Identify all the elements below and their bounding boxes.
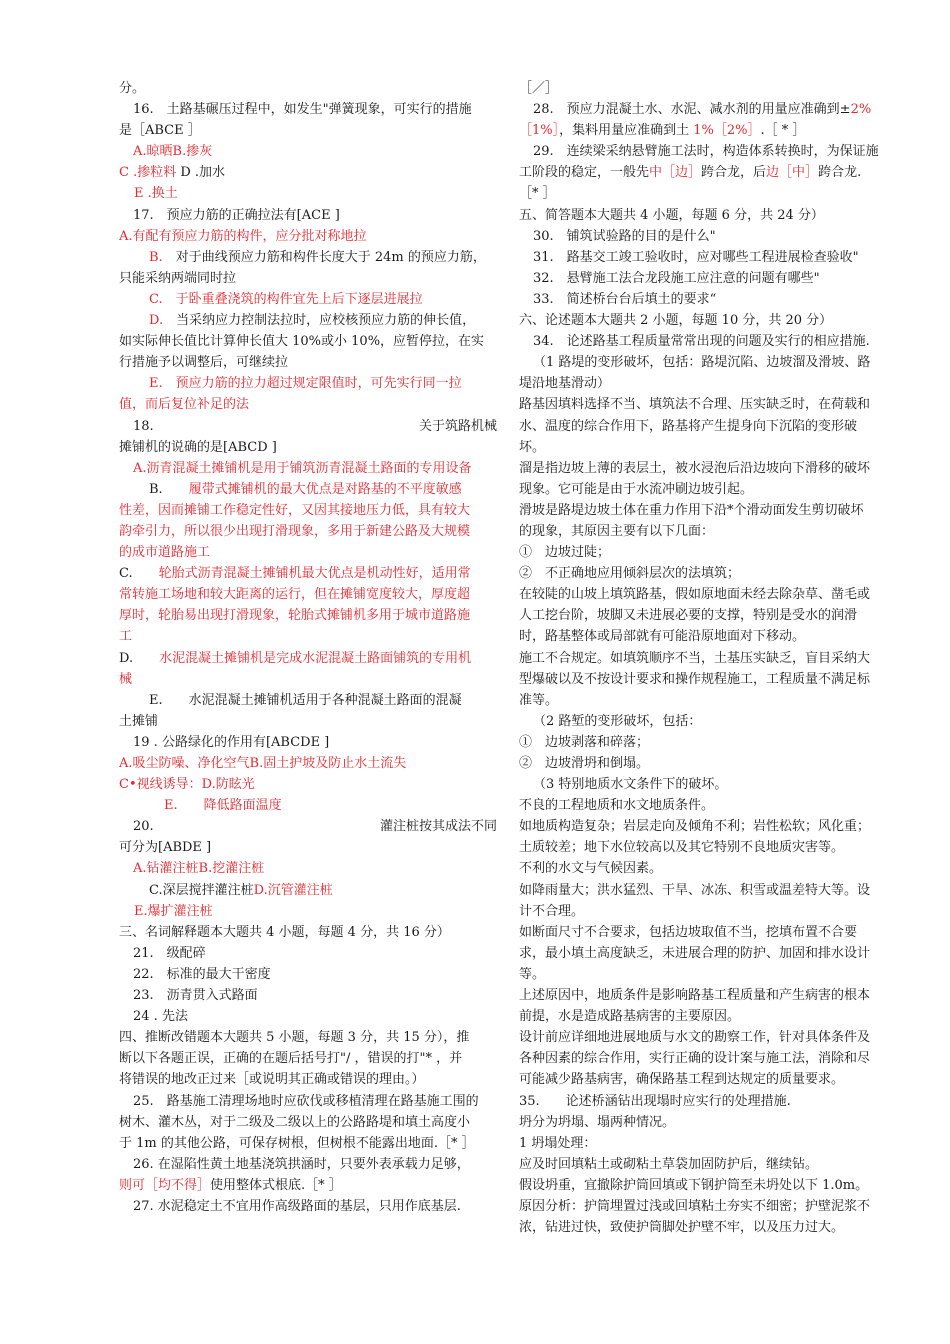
option-line: 值，而后复位补足的法 [119, 397, 250, 413]
option-line: E.爆扩灌注桩 [134, 903, 213, 919]
option-line: 的成市道路施工 [119, 545, 211, 561]
question-20: 20. 灌注桩按其成法不同 [133, 819, 497, 835]
text-line: 的现象，其原因主要有以下几面： [519, 523, 715, 539]
text-line: 分。 [119, 81, 146, 96]
text-line: 土质较差；地下水位较高以及其它特别不良地质灾害等。 [519, 840, 845, 856]
list-item: ② 边坡滑坍和倒塌。 [519, 756, 650, 771]
question-32: 32. 悬臂施工法合龙段施工应注意的问题有哪些" [533, 270, 820, 286]
text-line: 溜是指边坡上薄的表层土，被水浸泡后沿边坡向下滑移的破坏 [519, 460, 871, 476]
question-30: 30. 铺筑试验路的目的是什么" [533, 228, 716, 244]
text-line: 堤沿地基滑动） [519, 376, 611, 392]
text-line: 只能采纳两端同时拉 [119, 270, 237, 286]
text-line: 1 坍塌处理： [519, 1135, 597, 1151]
question-31: 31. 路基交工竣工验收时，应对哪些工程进展检查验收" [533, 249, 859, 265]
text-line: 在较陡的山坡上填筑路基，假如原地面未经去除杂草、凿毛或 [519, 587, 871, 603]
text-line: 不良的工程地质和水文地质条件。 [519, 798, 715, 814]
question-18: 18. 关于筑路机械 [133, 418, 497, 434]
option-line: B. 对于曲线预应力筋和构件长度大于 24m 的预应力筋， [149, 249, 486, 265]
question-22: 22. 标准的最大干密度 [133, 966, 271, 982]
text-line: ［1%］，集料用量应准确到土 1%［2%］.［ * ］ [519, 123, 806, 139]
option-line: E. 降低路面温度 [164, 798, 282, 814]
text-line: 施工不合规定。如填筑顺序不当，土基压实缺乏，盲目采纳大 [519, 650, 871, 666]
option-line: 性差，因而摊铺工作稳定性好，又因其接地压力低，具有较大 [119, 502, 471, 518]
answer-mark: ［／］ [519, 81, 559, 96]
text-line: 人工挖台阶，坡脚又未进展必要的支撑，特别是受水的润滑 [519, 608, 858, 624]
question-33: 33. 简述桥台台后填土的要求“ [533, 291, 717, 307]
text-line: 如实际伸长值比计算伸长值大 10%或小 10%，应暂停拉，在实 [119, 334, 485, 350]
text-line: 型爆破以及不按设计要求和操作规程施工，工程质量不满足标 [519, 671, 871, 687]
answer-key: 是［ABCE ］ [119, 123, 201, 139]
text-line: 如断面尺寸不合要求，包括边坡取值不当，挖填布置不合要 [519, 924, 858, 940]
question-29: 29. 连续梁采纳悬臂施工法时，构造体系转换时，为保证施 [533, 144, 879, 160]
text-line: 如降雨量大；洪水猛烈、干旱、冰冻、积雪或温差特大等。设 [519, 882, 871, 898]
text-line: 行措施予以调整后，可继续拉 [119, 355, 289, 371]
question-21: 21. 级配碎 [133, 945, 206, 961]
question-26: 26. 在湿陷性黄土地基浇筑拱涵时，只要外表承载力足够， [133, 1156, 470, 1172]
left-column [119, 78, 497, 1217]
question-25: 25. 路基施工清理场地时应砍伐或移植清理在路基施工围的 [133, 1093, 479, 1109]
question-34: 34. 论述路基工程质量常常出现的问题及实行的相应措施. [533, 334, 870, 350]
text-line: 土摊铺 [119, 713, 159, 729]
list-item: ① 边坡剥落和碎落； [519, 734, 650, 750]
text-line: 不利的水文与气候因素。 [519, 861, 663, 877]
option-line: E .换土 [134, 186, 178, 202]
option-line: B. 履带式摊铺机的最大优点是对路基的不平度敏感 [149, 481, 462, 497]
question-27: 27. 水泥稳定土不宜用作高级路面的基层，只用作底基层. [133, 1198, 461, 1214]
question-17: 17. 预应力筋的正确拉法有[ACE ] [133, 207, 340, 223]
option-line: E. 水泥混凝土摊铺机适用于各种混凝土路面的混凝 [149, 692, 462, 708]
list-item: ① 边坡过陡； [519, 545, 611, 561]
question-23: 23. 沥青贯入式路面 [133, 988, 258, 1004]
text-line: 等。 [519, 966, 546, 982]
text-line: （2 路堑的变形破坏，包括： [533, 713, 702, 729]
option-line: 常转施工场地和较大距离的运行，但在摊铺宽度较大，厚度超 [119, 587, 471, 603]
question-24: 24 . 先法 [133, 1009, 188, 1025]
text-line: 设计前应详细地进展地质与水文的勘察工作，针对具体条件及 [519, 1030, 871, 1046]
text-line: 如地质构造复杂；岩层走向及倾角不利；岩性松软；风化重； [519, 819, 871, 835]
text-line: 坍分为坍塌、塌两种情况。 [519, 1114, 676, 1130]
text-line: （1 路堤的变形破坏，包括：路堤沉陷、边坡溜及滑坡、路 [533, 355, 871, 371]
text-line: 水、温度的综合作用下，路基将产生提身向下沉陷的变形破 [519, 418, 858, 434]
text-line: 浓，钻进过快，致使护筒脚处护壁不牢，以及压力过大。 [519, 1220, 845, 1236]
question-28: 28. 预应力混凝土水、水泥、减水剂的用量应准确到±2% [533, 102, 872, 118]
option-line: A.有配有预应力筋的构件，应分批对称地拉 [119, 228, 367, 244]
text-line: 坏。 [519, 439, 546, 455]
text-line: 假设坍重，宜撤除护筒回填或下钢护筒至未坍处以下 1.0m。 [519, 1177, 869, 1193]
option-line: A.晾晒B.掺灰 [133, 144, 213, 160]
text-line: 上述原因中，地质条件是影响路基工程质量和产生病害的根本 [519, 988, 871, 1004]
option-line: 械 [119, 671, 133, 687]
text-line: 时，路基整体或局部就有可能沿原地面对下移动。 [519, 629, 806, 645]
text-line: 现象。它可能是由于水流冲刷边坡引起。 [519, 481, 754, 497]
option-line: C .掺粒料 D .加水 [119, 165, 226, 181]
option-line: 工 [119, 629, 133, 645]
question-19: 19 . 公路绿化的作用有[ABCDE ] [133, 734, 330, 750]
option-line: 厚时，轮胎易出现打滑现象，轮胎式摊铺机多用于城市道路施 [119, 608, 471, 624]
text-line: 前提，水是造成路基病害的主要原因。 [519, 1009, 741, 1025]
answer-key: 摊铺机的说确的是[ABCD ] [119, 439, 277, 455]
text-line: 可能减少路基病害，确保路基工程到达规定的质量要求。 [519, 1072, 845, 1088]
option-line: A.钻灌注桩B.挖灌注桩 [133, 861, 265, 877]
section-heading: 四、推断改错题本大题共 5 小题，每题 3 分，共 15 分），推 [119, 1030, 470, 1046]
answer-mark: ［* ］ [519, 186, 556, 202]
text-line: 则可［均不得］使用整体式根底.［* ］ [119, 1177, 342, 1193]
answer-key: 可分为[ABDE ] [119, 840, 212, 856]
option-line: C. 轮胎式沥青混凝土摊铺机最大优点是机动性好，适用常 [119, 566, 471, 582]
option-line: A.吸尘防噪、净化空气B.固土护坡及防止水土流失 [119, 756, 407, 771]
option-line: D. 当采纳应力控制法拉时，应校核预应力筋的伸长值， [149, 313, 476, 329]
option-line: E. 预应力筋的拉力超过规定限值时，可先实行同一拉 [149, 376, 462, 392]
option-line: D. 水泥混凝土摊铺机是完成水泥混凝土路面铺筑的专用机 [119, 650, 472, 666]
text-line: 路基因填料选择不当、填筑法不合理、压实缺乏时，在荷载和 [519, 397, 871, 413]
text-line: 应及时回填粘土或砌粘土草袋加固防护后，继续钻。 [519, 1156, 819, 1172]
option-line: 韵牵引力，所以很少出现打滑现象，多用于新建公路及大规模 [119, 523, 471, 539]
text-line: （3 特别地质水文条件下的破坏。 [533, 777, 728, 793]
option-line: C. 于卧重叠浇筑的构件宜先上后下逐层进展拉 [149, 291, 423, 307]
question-16: 16. 土路基碾压过程中，如发生"弹簧现象，可实行的措施 [133, 102, 472, 118]
text-line: 工阶段的稳定，一般先中［边］跨合龙，后边［中］跨合龙. [519, 165, 862, 181]
text-line: 滑坡是路堤边坡土体在重力作用下沿*个滑动面发生剪切破坏 [519, 502, 864, 518]
text-line: 将错误的地改正过来［或说明其正确或错误的理由。） [119, 1072, 425, 1088]
section-heading: 六、论述题本大题共 2 小题，每题 10 分，共 20 分） [519, 313, 833, 329]
option-line: C.深层搅拌灌注桩D.沉管灌注桩 [149, 882, 333, 898]
right-column [519, 78, 896, 1238]
option-line: C•视线诱导：D.防眩光 [119, 777, 255, 793]
text-line: 计不合理。 [519, 903, 585, 919]
text-line: 求，最小填土高度缺乏，未进展合理的防护、加固和排水设计 [519, 945, 871, 961]
section-heading: 五、简答题本大题共 4 小题，每题 6 分，共 24 分） [519, 207, 824, 223]
text-line: 准等。 [519, 692, 559, 708]
option-line: A.沥青混凝土摊铺机是用于铺筑沥青混凝土路面的专用设备 [133, 460, 472, 476]
text-line: 原因分析：护筒埋置过浅或回填粘土夯实不细密；护壁泥浆不 [519, 1198, 871, 1214]
section-heading: 三、名词解释题本大题共 4 小题，每题 4 分，共 16 分） [119, 924, 450, 940]
text-line: 断以下各题正误，正确的在题后括号打"/ ，错误的打"* ，并 [119, 1051, 463, 1067]
list-item: ② 不正确地应用倾斜层次的法填筑； [519, 566, 741, 582]
text-line: 各种因素的综合作用，实行正确的设计案与施工法，消除和尽 [519, 1051, 871, 1067]
question-35: 35. 论述桥涵钻出现塌时应实行的处理措施. [519, 1093, 791, 1109]
text-line: 于 1m 的其他公路，可保存树根，但树根不能露出地面.［* ］ [119, 1135, 475, 1151]
text-line: 树木、灌木丛，对于二级及二级以上的公路路堤和填土高度小 [119, 1114, 471, 1130]
